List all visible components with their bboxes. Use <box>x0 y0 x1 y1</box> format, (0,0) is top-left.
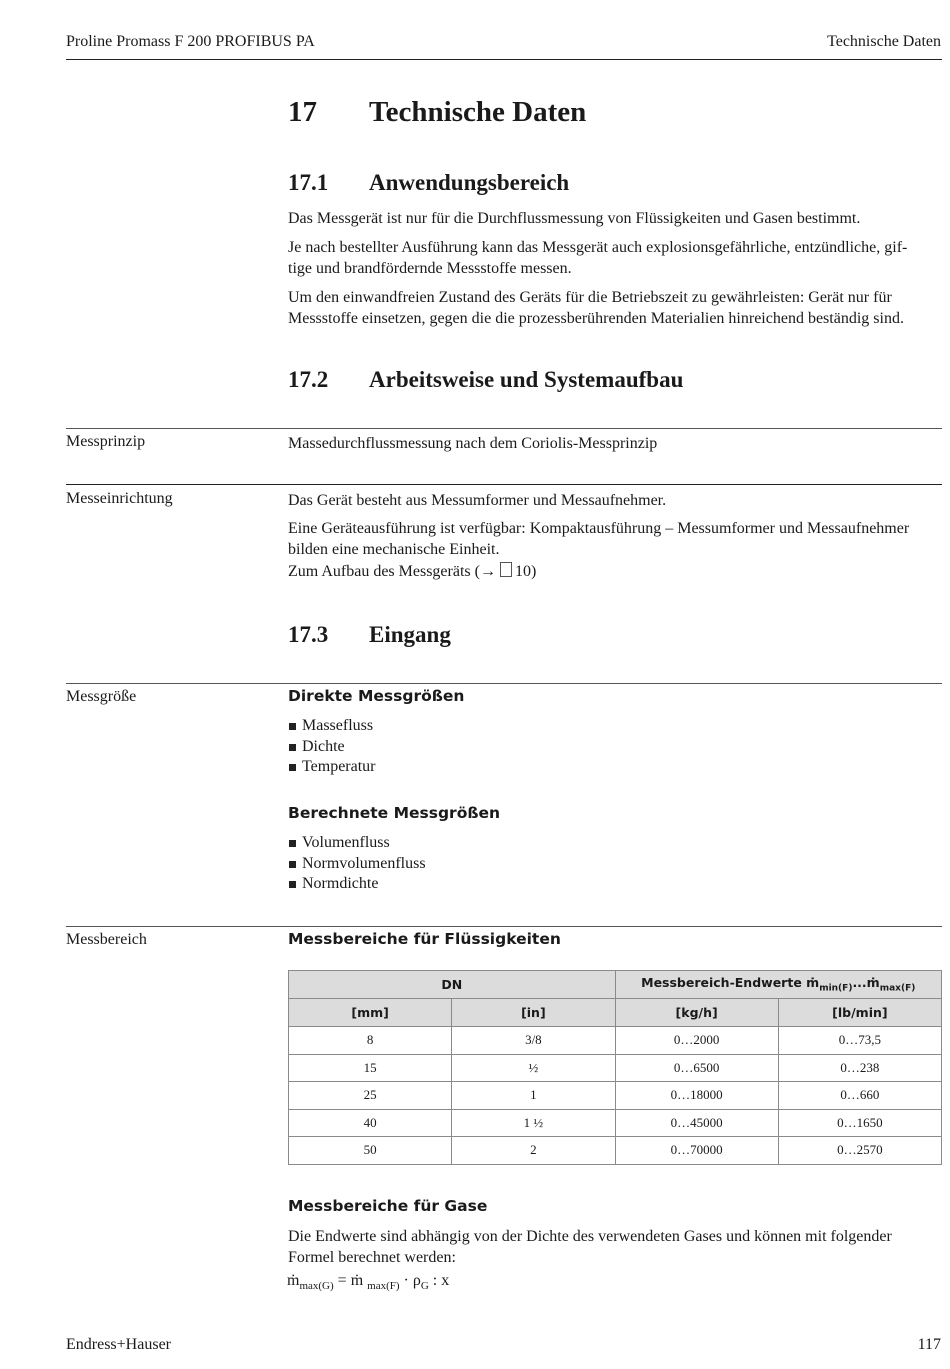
formula-sub: G <box>420 1280 429 1293</box>
messprinzip-text: Massedurchflussmessung nach dem Coriolis-Messprinzip <box>288 435 658 452</box>
row-label-messprinzip: Messprinzip <box>66 433 146 450</box>
divider <box>66 428 942 429</box>
table-cell: 8 <box>289 1027 452 1055</box>
list-item-text: Normdichte <box>302 875 379 892</box>
list-item <box>288 757 376 778</box>
paragraph-line: Eine Geräteausführung ist verfügbar: Kompaktausführung – Messumformer und Messaufnehmer <box>288 520 910 537</box>
chapter-heading <box>288 96 586 129</box>
section-title: Eingang <box>369 622 451 647</box>
table-cell: 0…660 <box>778 1082 941 1110</box>
bullet-list-direct <box>288 716 376 778</box>
table-cell: 40 <box>289 1109 452 1137</box>
table-unit-header: [mm] <box>289 999 452 1027</box>
divider <box>66 683 942 684</box>
list-item-text: Dichte <box>302 737 345 755</box>
table-cell: 0…238 <box>778 1054 941 1082</box>
row-label-messbereich: Messbereich <box>66 931 147 948</box>
table-cell: 50 <box>289 1137 452 1165</box>
table-cell: 0…73,5 <box>778 1027 941 1055</box>
formula-sub: max(G) <box>299 1280 334 1293</box>
table-row <box>289 1109 942 1137</box>
chapter-number: 17 <box>288 96 317 128</box>
subheading-liquids: Messbereiche für Flüssigkeiten <box>288 930 561 948</box>
table-cell: 0…45000 <box>615 1109 778 1137</box>
table-group-header-dn: DN <box>289 971 616 999</box>
table-cell: 0…2000 <box>615 1027 778 1055</box>
bullet-icon <box>289 861 296 868</box>
bullet-icon <box>289 723 296 730</box>
table-cell: 0…6500 <box>615 1054 778 1082</box>
measuring-range-table <box>288 970 942 1165</box>
range-header-prefix: Messbereich-Endwerte ṁ <box>641 975 820 991</box>
table-row <box>289 1027 942 1055</box>
table-cell: 0…1650 <box>778 1109 941 1137</box>
paragraph-line: bilden eine mechanische Einheit. <box>288 541 500 558</box>
formula-sub: max(F) <box>367 1280 400 1293</box>
table-group-header-range <box>615 971 942 999</box>
list-item-text: Volumenfluss <box>302 834 390 851</box>
list-item <box>288 716 376 737</box>
formula-mass-flow: ṁ <box>287 1272 300 1289</box>
table-row <box>289 1054 942 1082</box>
cross-reference-page: 10) <box>514 563 537 580</box>
formula-equals: = ṁ <box>333 1272 368 1289</box>
row-label-messeinrichtung: Messeinrichtung <box>66 490 173 507</box>
divider <box>66 926 942 927</box>
paragraph-line: Je nach bestellter Ausführung kann das Messgerät auch explosionsgefährliche, entzündliche, gif- <box>288 239 908 256</box>
header-section-name: Technische Daten <box>827 33 941 50</box>
table-cell: ½ <box>452 1054 615 1082</box>
section-heading-anwendungsbereich <box>288 170 569 196</box>
paragraph-line: Messstoffe einsetzen, gegen die die prozessberührenden Materialien hinreichend beständig sind. <box>288 310 904 327</box>
paragraph-line: tige und brandfördernde Messstoffe messen. <box>288 260 572 277</box>
table-unit-header: [kg/h] <box>615 999 778 1027</box>
bullet-list-computed <box>288 833 426 895</box>
list-item <box>288 874 426 895</box>
list-item <box>288 737 376 758</box>
section-heading-arbeitsweise <box>288 367 683 393</box>
bullet-icon <box>289 840 296 847</box>
paragraph-line: Formel berechnet werden: <box>288 1249 456 1266</box>
cross-reference[interactable] <box>288 561 940 582</box>
formula-tail: : x <box>428 1272 450 1289</box>
table-cell: 1 <box>452 1082 615 1110</box>
list-item-text: Massefluss <box>302 717 374 734</box>
cross-reference-prefix: Zum Aufbau des Messgeräts (→ <box>288 563 496 580</box>
table-unit-header: [in] <box>452 999 615 1027</box>
subheading-gases: Messbereiche für Gase <box>288 1197 488 1215</box>
bullet-icon <box>289 881 296 888</box>
list-item <box>288 833 426 854</box>
table-row <box>289 1082 942 1110</box>
paragraph-line: Das Gerät besteht aus Messumformer und Messaufnehmer. <box>288 492 667 509</box>
paragraph-line: Die Endwerte sind abhängig von der Dichte des verwendeten Gases und können mit folgender <box>288 1228 892 1245</box>
table-row <box>289 1137 942 1165</box>
header-product-name: Proline Promass F 200 PROFIBUS PA <box>66 33 315 50</box>
table-cell: 0…70000 <box>615 1137 778 1165</box>
section-number: 17.3 <box>288 622 329 647</box>
row-label-messgroesse: Messgröße <box>66 688 137 705</box>
bullet-icon <box>289 764 296 771</box>
bullet-icon <box>289 744 296 751</box>
section-heading-eingang <box>288 622 451 648</box>
section-title: Anwendungsbereich <box>369 170 570 195</box>
list-item-text: Normvolumenfluss <box>302 854 426 872</box>
list-item-text: Temperatur <box>302 758 376 775</box>
table-cell: 25 <box>289 1082 452 1110</box>
range-header-sub-max: max(F) <box>879 983 916 994</box>
footer-brand: Endress+Hauser <box>66 1336 171 1353</box>
section-title: Arbeitsweise und Systemaufbau <box>369 367 684 392</box>
list-item <box>288 854 426 875</box>
page-number: 117 <box>917 1336 941 1353</box>
formula-rho: · ρ <box>399 1272 421 1289</box>
table-cell: 3/8 <box>452 1027 615 1055</box>
divider <box>66 484 942 485</box>
table-cell: 0…18000 <box>615 1082 778 1110</box>
table-unit-header: [lb/min] <box>778 999 941 1027</box>
subheading-direct: Direkte Messgrößen <box>288 687 465 705</box>
section-number: 17.1 <box>288 170 329 195</box>
table-cell: 1 ½ <box>452 1109 615 1137</box>
gas-formula <box>287 1272 449 1292</box>
table-cell: 2 <box>452 1137 615 1165</box>
range-header-mid: ...ṁ <box>852 975 880 991</box>
section-number: 17.2 <box>288 367 329 392</box>
subheading-computed: Berechnete Messgrößen <box>288 804 501 822</box>
paragraph-line: Um den einwandfreien Zustand des Geräts für die Betriebszeit zu gewährleisten: Gerät nur für <box>288 289 892 306</box>
header-rule <box>66 59 942 60</box>
table-cell: 0…2570 <box>778 1137 941 1165</box>
page-reference-icon <box>500 562 512 577</box>
paragraph: Das Messgerät ist nur für die Durchflussmessung von Flüssigkeiten und Gasen bestimmt. <box>288 210 861 227</box>
range-header-sub-min: min(F) <box>819 983 853 994</box>
chapter-title: Technische Daten <box>369 96 587 128</box>
table-cell: 15 <box>289 1054 452 1082</box>
